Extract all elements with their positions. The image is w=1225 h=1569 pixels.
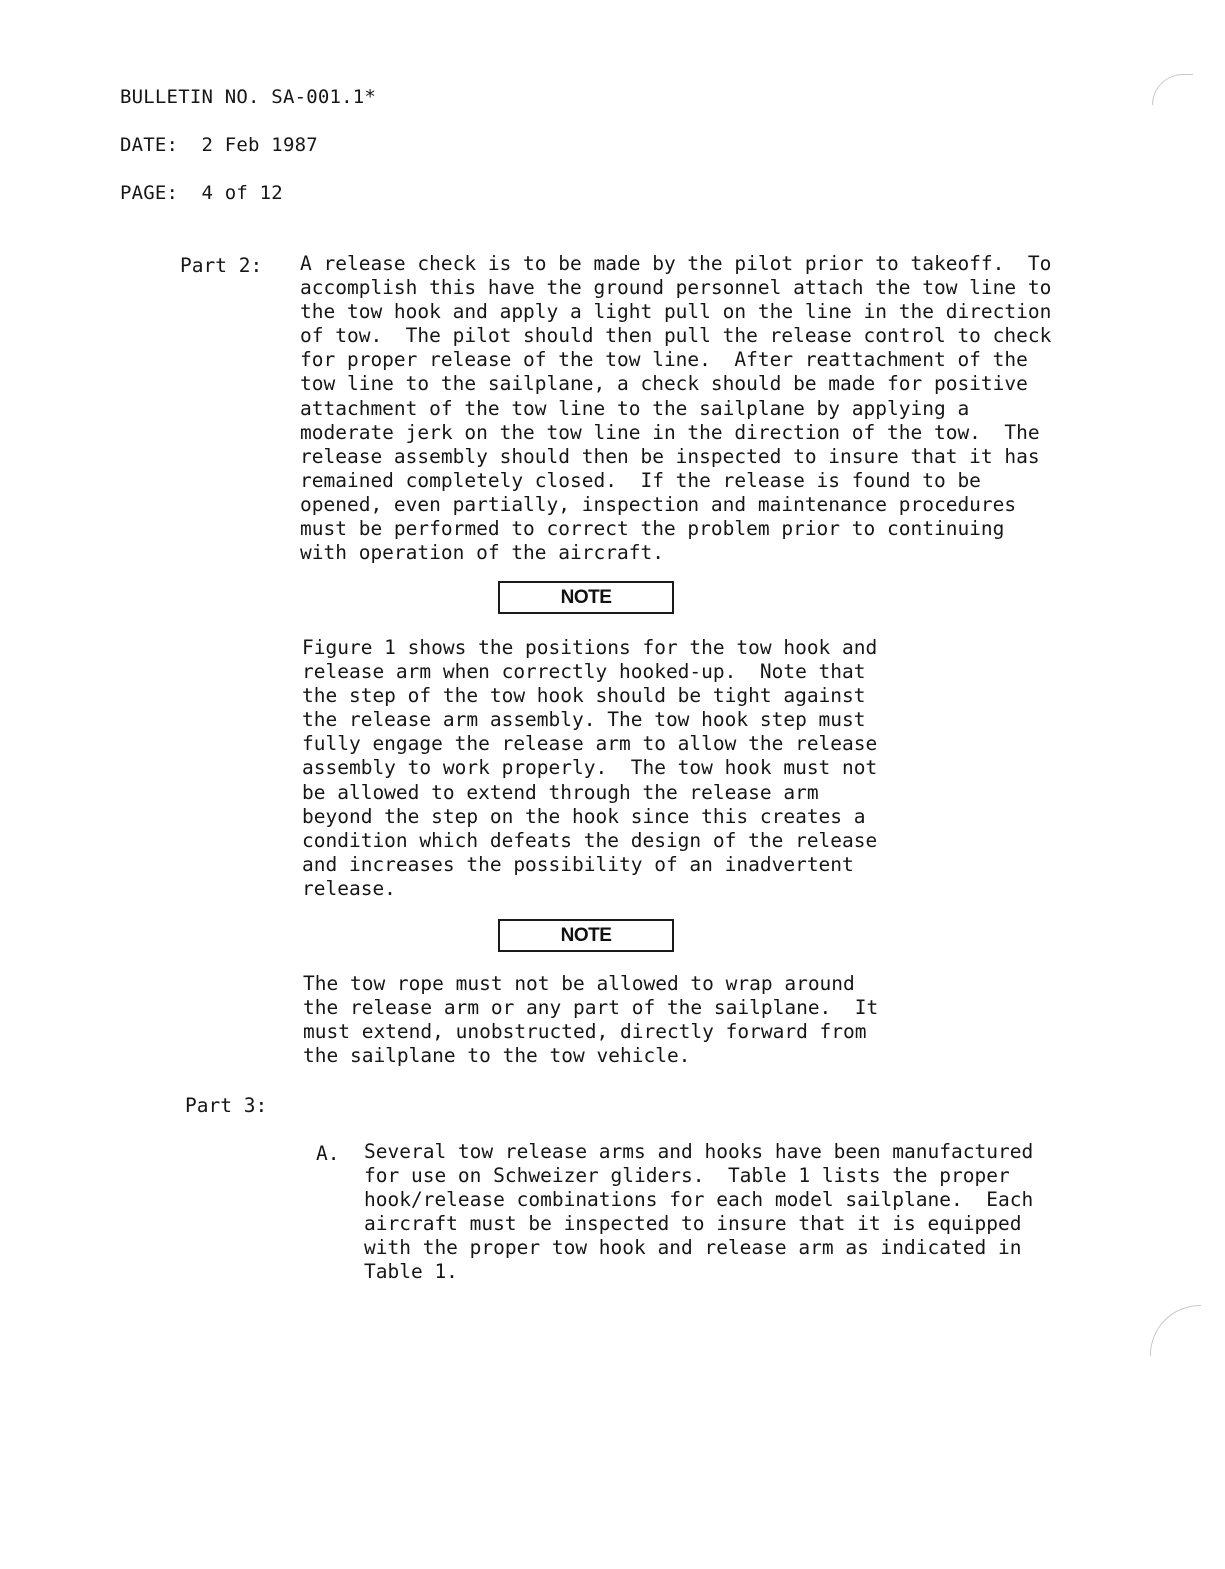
part-2-paragraph: A release check is to be made by the pilot prior to takeoff. To accomplish this have the ground personnel attach the tow line to the tow hook and apply a light pull on the line in the direction of tow. The pilot should then pull the release control to check for proper release of the tow line. After reattachment of the tow line to the sailplane, a check should be made for positive attachment of the tow line to the sailplane by applying a moderate jerk on the tow line in the direction of the tow. The release assembly should then be inspected to insure that it has remained completely closed. If the release is found to be opened, even partially, inspection and maintenance procedures must be performed to correct the problem prior to continuing with operation of the aircraft. — [300, 252, 1052, 565]
bulletin-number: BULLETIN NO. SA-001.1* — [120, 86, 377, 108]
item-a-marker: A. — [316, 1142, 340, 1165]
punch-hole-mark-top — [1152, 74, 1193, 105]
punch-hole-mark-bottom — [1150, 1305, 1201, 1356]
part-3-label: Part 3: — [185, 1094, 268, 1117]
note-1-text: Figure 1 shows the positions for the tow hook and release arm when correctly hooked-up. Note that the step of the tow hook should be tight against the release arm assembly. The tow hook step must fully engage the release arm to allow the release assembly to work properly. The tow hook must not be allowed to extend through the release arm beyond the step on the hook since this creates a condition which defeats the design of the release and increases the possibility of an inadvertent release. — [302, 636, 878, 900]
part-2-label: Part 2: — [180, 254, 263, 277]
item-a-text: Several tow release arms and hooks have been manufactured for use on Schweizer gliders. Table 1 lists the proper hook/release combinations for each model sailplane. Each aircraft must be inspected to insure that it is equipped with the proper tow hook and release arm as indicated in Table 1. — [364, 1140, 1034, 1284]
note-2-text: The tow rope must not be allowed to wrap around the release arm or any part of the sailplane. It must extend, unobstructed, directly forward from the sailplane to the tow vehicle. — [303, 972, 879, 1068]
note-box-1: NOTE — [498, 581, 674, 614]
note-box-2: NOTE — [498, 919, 674, 952]
bulletin-date: DATE: 2 Feb 1987 — [120, 134, 318, 156]
page-number: PAGE: 4 of 12 — [120, 182, 283, 204]
